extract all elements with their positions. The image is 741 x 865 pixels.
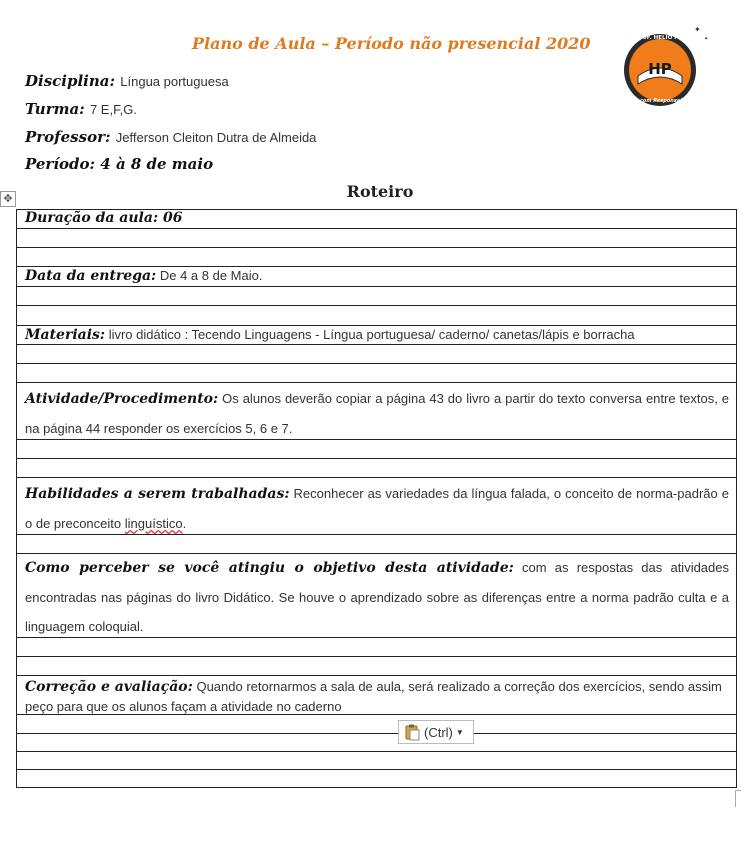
table-row-line <box>16 769 737 770</box>
roteiro-heading: Roteiro <box>346 182 414 201</box>
objetivo-label: Como perceber se você atingiu o objetivo desta atividade: <box>25 560 514 576</box>
habilidades-label: Habilidades a serem trabalhadas: <box>25 486 290 502</box>
table-row-line <box>16 344 737 345</box>
habilidades-value: Reconhecer as variedades da língua falada, o conceito de norma-padrão e o de preconceito <box>25 486 729 531</box>
objetivo-cell <box>25 553 729 641</box>
table-row-line <box>16 286 737 287</box>
disciplina-label: Disciplina: <box>25 72 116 90</box>
star-icon: ✦ <box>694 25 701 34</box>
turma-value: 7 E,F,G. <box>89 102 137 117</box>
turma-row <box>25 100 137 118</box>
paste-options-button[interactable] <box>398 720 474 744</box>
table-row-line <box>16 247 737 248</box>
materiais-cell <box>25 326 729 344</box>
disciplina-value: Língua portuguesa <box>120 74 229 89</box>
objetivo-value: com as respostas das atividades encontradas nas páginas do livro Didático. Se houve o aprendizado sobre as diferenças entre a norma padrão culta e a linguagem coloquial. <box>25 560 729 634</box>
habilidades-cell: Habilidades a serem trabalhadas: Reconhecer as variedades da língua falada, o conceito de norma-padrão e o de preconceito linguístico. <box>25 486 729 531</box>
turma-label: Turma: <box>25 100 85 118</box>
correcao-label: Correção e avaliação: <box>25 679 193 695</box>
materiais-value: livro didático : Tecendo Linguagens - Língua portuguesa/ caderno/ canetas/lápis e borracha <box>108 327 635 342</box>
star-icon: ✦ <box>704 36 709 42</box>
duracao-label: Duração da aula: 06 <box>25 210 183 226</box>
logo-top-text: E.E.PROF. HELIO POLEZE <box>622 35 698 41</box>
periodo-row: Período: 4 à 8 de maio <box>25 155 214 173</box>
table-row-line <box>16 305 737 306</box>
materiais-label: Materiais: <box>25 327 106 343</box>
correcao-value: Quando retornarmos a sala de aula, será realizado a correção dos exercícios, sendo assim peço para que os alunos façam a atividade no caderno <box>25 679 722 714</box>
page-corner-mark <box>735 790 741 807</box>
professor-value: Jefferson Cleiton Dutra de Almeida <box>115 130 317 145</box>
disciplina-row <box>25 72 229 90</box>
table-row-line <box>16 382 737 383</box>
table-row-line <box>16 458 737 459</box>
table-row-line <box>16 787 737 788</box>
clipboard-icon <box>403 723 421 741</box>
table-row-line <box>16 656 737 657</box>
table-row-line <box>16 477 737 478</box>
chevron-down-icon: ▼ <box>455 727 464 737</box>
paste-options-label: (Ctrl) <box>424 724 453 740</box>
entrega-label: Data da entrega: <box>25 268 157 284</box>
table-row-line <box>16 751 737 752</box>
table-row-line <box>16 363 737 364</box>
logo-bottom-text: Ensinar com Responsabilidade <box>617 98 703 104</box>
entrega-value: De 4 a 8 de Maio. <box>159 268 263 283</box>
entrega-cell <box>25 267 729 285</box>
duracao-cell <box>25 209 729 227</box>
school-logo <box>608 24 712 108</box>
document-title: Plano de Aula – Período não presencial 2020 <box>192 34 591 53</box>
correcao-cell <box>25 677 729 716</box>
professor-label: Professor: <box>25 128 111 146</box>
table-move-handle-icon[interactable]: ✥ <box>0 191 16 207</box>
habilidades-spellcheck-word[interactable]: linguístico <box>124 516 183 531</box>
table-border-right <box>736 209 737 788</box>
atividade-value: Os alunos deverão copiar a página 43 do livro a partir do texto conversa entre textos, e na página 44 responder os exercícios 5, 6 e 7. <box>25 391 729 436</box>
atividade-label: Atividade/Procedimento: <box>25 391 219 407</box>
table-row-line <box>16 675 737 676</box>
atividade-cell <box>25 384 729 444</box>
professor-row <box>25 128 316 146</box>
table-border-left <box>16 209 17 788</box>
table-row-line <box>16 228 737 229</box>
logo-initials: HP <box>648 60 672 78</box>
table-row-line <box>16 733 737 734</box>
